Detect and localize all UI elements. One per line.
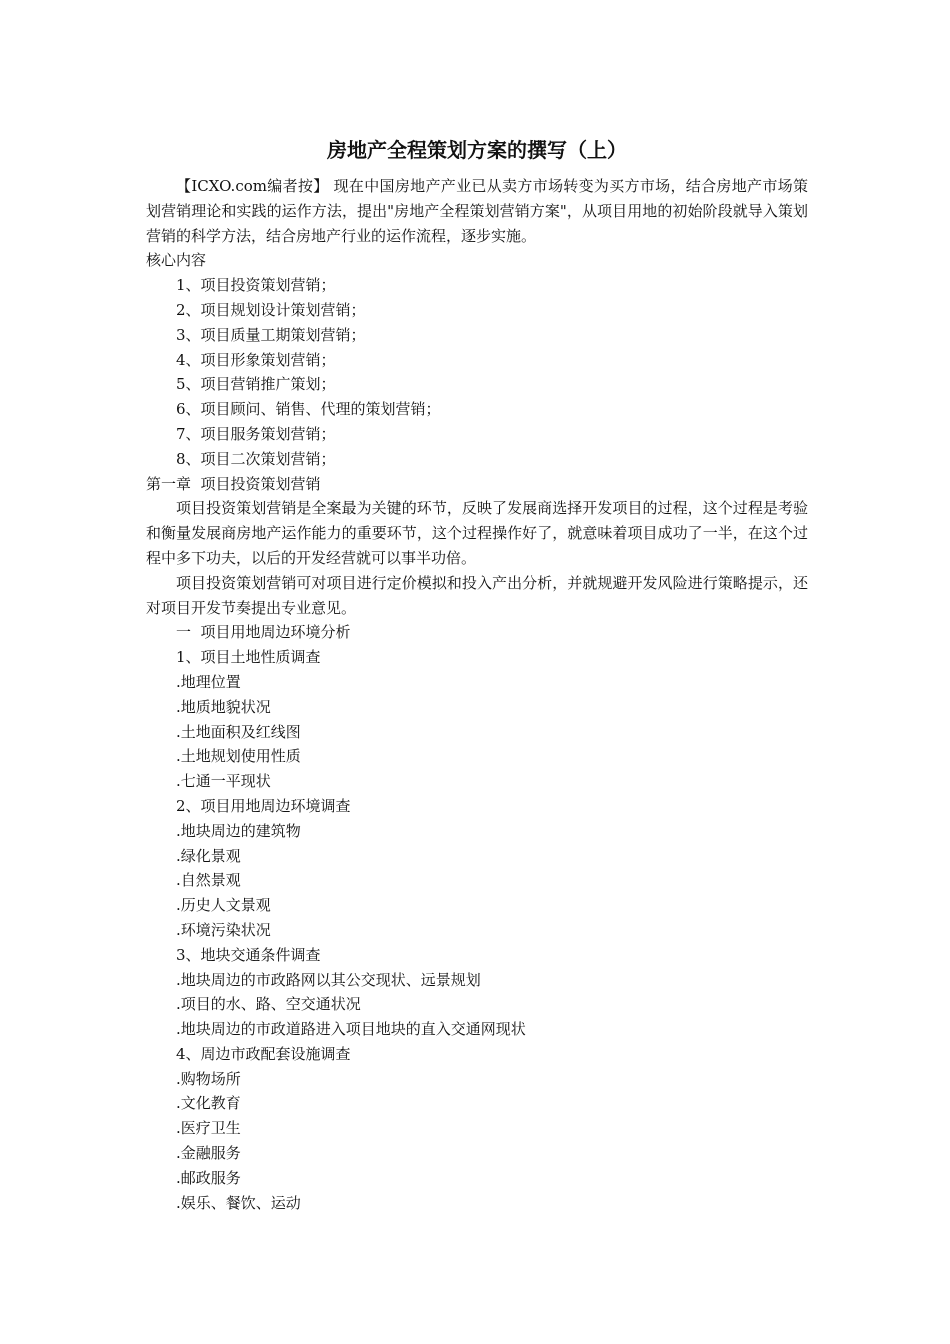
- outline-item: .绿化景观: [176, 846, 241, 865]
- core-heading: 核心内容: [146, 251, 207, 270]
- core-item: 8、项目二次策划营销；: [176, 449, 336, 468]
- outline-item: .地块周边的市政路网以其公交现状、远景规划: [176, 970, 481, 989]
- outline-item: .邮政服务: [176, 1168, 241, 1187]
- core-item: 1、项目投资策划营销；: [176, 276, 336, 295]
- document-page: [146, 136, 808, 1215]
- outline-item: .七通一平现状: [176, 772, 271, 791]
- outline-section-heading: 一 项目用地周边环境分析: [176, 623, 351, 642]
- outline-item: .地块周边的建筑物: [176, 821, 301, 840]
- outline-item: .购物场所: [176, 1069, 241, 1088]
- outline-item: .地块周边的市政道路进入项目地块的直入交通网现状: [176, 1020, 526, 1039]
- outline-subheading: 2、项目用地周边环境调查: [176, 796, 351, 815]
- intro-paragraph: 【ICXO.com编者按】 现在中国房地产产业已从卖方市场转变为买方市场，结合房地产市场策划营销理论和实践的运作方法，提出"房地产全程策划营销方案"，从项目用地的初始阶段就导入策划营销的科学方法，结合房地产行业的运作流程，逐步实施。: [146, 177, 808, 245]
- outline-subheading: 1、项目土地性质调查: [176, 648, 321, 667]
- outline-item: .金融服务: [176, 1144, 241, 1163]
- page-title: 房地产全程策划方案的撰写（上）: [327, 138, 627, 162]
- core-item: 4、项目形象策划营销；: [176, 350, 336, 369]
- outline-item: .文化教育: [176, 1094, 241, 1113]
- core-item: 3、项目质量工期策划营销；: [176, 325, 366, 344]
- outline-item: .历史人文景观: [176, 896, 271, 915]
- outline-item: .环境污染状况: [176, 920, 271, 939]
- outline-item: .地理位置: [176, 672, 241, 691]
- outline-item: .娱乐、餐饮、运动: [176, 1193, 301, 1212]
- outline-item: .自然景观: [176, 871, 241, 890]
- core-item: 6、项目顾问、销售、代理的策划营销；: [176, 400, 441, 419]
- outline-item: .地质地貌状况: [176, 697, 271, 716]
- core-item: 5、项目营销推广策划；: [176, 375, 336, 394]
- outline-item: .项目的水、路、空交通状况: [176, 995, 361, 1014]
- chapter-paragraph: 项目投资策划营销是全案最为关键的环节，反映了发展商选择开发项目的过程，这个过程是考验和衡量发展商房地产运作能力的重要环节，这个过程操作好了，就意味着项目成功了一半，在这个过程中多下功夫，以后的开发经营就可以事半功倍。: [146, 499, 808, 567]
- outline-item: .医疗卫生: [176, 1119, 241, 1138]
- outline-subheading: 3、地块交通条件调查: [176, 945, 321, 964]
- chapter-heading: 第一章 项目投资策划营销: [146, 474, 321, 493]
- outline-subheading: 4、周边市政配套设施调查: [176, 1044, 351, 1063]
- core-item: 2、项目规划设计策划营销；: [176, 300, 366, 319]
- outline-item: .土地面积及红线图: [176, 722, 301, 741]
- chapter-paragraph: 项目投资策划营销可对项目进行定价模拟和投入产出分析，并就规避开发风险进行策略提示，还对项目开发节奏提出专业意见。: [146, 573, 808, 617]
- core-item: 7、项目服务策划营销；: [176, 424, 336, 443]
- outline-item: .土地规划使用性质: [176, 747, 301, 766]
